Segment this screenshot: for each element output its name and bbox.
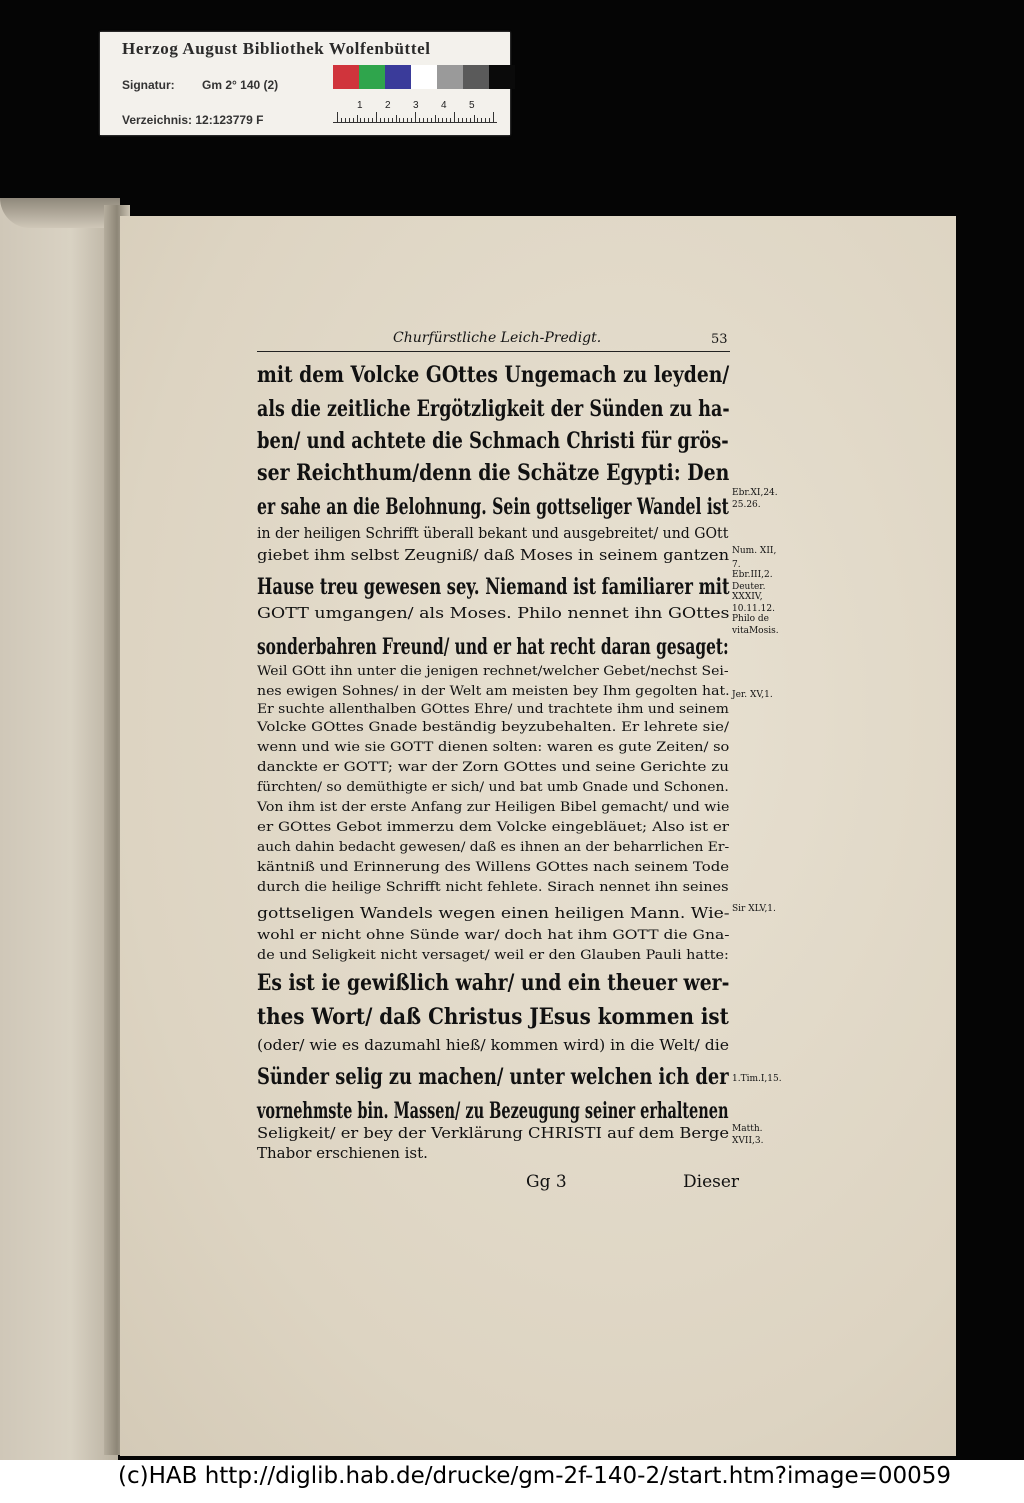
- ruler-tick: [357, 115, 358, 122]
- text-line: ser Reichthum/denn die Schätze Egypti: Den: [257, 460, 730, 486]
- ruler-tick: [349, 118, 350, 122]
- text-line: käntniß und Erinnerung des Willens GOttes nach seinem Tode: [257, 860, 730, 875]
- catchword: Dieser: [683, 1172, 740, 1192]
- text-line: ben/ und achtete die Schmach Christi für grös-: [257, 428, 729, 454]
- margin-note: XXXIV,: [732, 592, 763, 602]
- ruler-tick: [474, 115, 475, 122]
- running-head: Churfürstliche Leich-Predigt.: [393, 330, 602, 346]
- ruler-number: 5: [469, 100, 475, 111]
- verzeichnis: Verzeichnis: 12:123779 F: [122, 113, 264, 127]
- ruler-tick: [466, 118, 467, 122]
- text-line: wenn und wie sie GOTT dienen solten: waren es gute Zeiten/ so: [257, 740, 730, 755]
- margin-note: Jer. XV,1.: [732, 690, 773, 700]
- page-number: 53: [711, 332, 728, 347]
- text-line: als die zeitliche Ergötzligkeit der Sünden zu ha-: [257, 396, 730, 422]
- margin-note: Ebr.XI,24.: [732, 488, 778, 498]
- text-line: er GOttes Gebot immerzu dem Volcke eingebläuet; Also ist er: [257, 820, 730, 835]
- ruler-tick: [337, 112, 338, 122]
- ruler-number: 1: [357, 100, 363, 111]
- ruler-tick: [368, 118, 369, 122]
- margin-note: Num. XII,: [732, 546, 777, 556]
- footer-copyright-url: (c)HAB http://diglib.hab.de/drucke/gm-2f-140-2/start.htm?image=00059: [118, 1463, 952, 1489]
- text-line: wohl er nicht ohne Sünde war/ doch hat ihm GOTT die Gna-: [257, 928, 730, 943]
- margin-note: 10.11.12.: [732, 604, 775, 614]
- ruler-tick: [431, 118, 432, 122]
- text-line: Sünder selig zu machen/ unter welchen ich der: [257, 1064, 729, 1090]
- ruler-tick: [392, 118, 393, 122]
- margin-note: 25.26.: [732, 500, 761, 510]
- ruler-tick: [462, 118, 463, 122]
- ruler-tick: [438, 118, 439, 122]
- ruler-tick: [477, 118, 478, 122]
- text-line: sonderbahren Freund/ und er hat recht daran gesaget:: [257, 634, 729, 660]
- swatch-blue: [385, 65, 411, 89]
- scale-ruler: [333, 89, 497, 123]
- text-line: nes ewigen Sohnes/ in der Welt am meisten bey Ihm gegolten hat.: [257, 684, 730, 699]
- color-calibration-strip: [333, 65, 515, 89]
- ruler-tick: [435, 115, 436, 122]
- ruler-tick: [442, 118, 443, 122]
- ruler-tick: [489, 118, 490, 122]
- text-line: giebet ihm selbst Zeugniß/ daß Moses in seinem gantzen: [257, 546, 730, 564]
- text-line: mit dem Volcke GOttes Ungemach zu leyden/: [257, 362, 730, 388]
- text-line: Thabor erschienen ist.: [257, 1144, 428, 1162]
- catalog-label: [100, 32, 510, 135]
- margin-note: Sir XLV,1.: [732, 904, 776, 914]
- text-line: GOTT umgangen/ als Moses. Philo nennet ihn GOttes: [257, 604, 730, 622]
- ruler-tick: [380, 118, 381, 122]
- ruler-tick: [403, 118, 404, 122]
- ruler-tick: [450, 118, 451, 122]
- library-name: Herzog August Bibliothek Wolfenbüttel: [122, 39, 431, 58]
- text-line: Es ist ie gewißlich wahr/ und ein theuer wer-: [257, 970, 730, 996]
- text-line: thes Wort/ daß Christus JEsus kommen ist: [257, 1004, 729, 1030]
- ruler-tick: [376, 112, 377, 122]
- left-page-edge: [0, 198, 118, 1460]
- ruler-tick: [384, 118, 385, 122]
- ruler-tick: [493, 112, 494, 122]
- margin-note: Ebr.III,2.: [732, 570, 773, 580]
- text-line: Hause treu gewesen sey. Niemand ist familiarer mit: [257, 574, 730, 600]
- signatur-value: Gm 2° 140 (2): [202, 78, 279, 92]
- text-line: gottseligen Wandels wegen einen heiligen Mann. Wie-: [257, 904, 730, 922]
- ruler-tick: [345, 118, 346, 122]
- text-line: Volcke GOttes Gnade beständig beyzubehalten. Er lehrete sie/: [257, 720, 729, 735]
- margin-note: Deuter.: [732, 582, 766, 592]
- margin-note: Philo de: [732, 614, 769, 624]
- margin-note: XVII,3.: [732, 1136, 764, 1146]
- text-line: Weil GOtt ihn unter die jenigen rechnet/welcher Gebet/nechst Sei-: [257, 664, 729, 679]
- ruler-tick: [360, 118, 361, 122]
- ruler-tick: [388, 118, 389, 122]
- text-line: auch dahin bedacht gewesen/ daß es ihnen an der beharrlichen Er-: [257, 840, 730, 855]
- signatur-key: Signatur:: [122, 78, 175, 92]
- header-rule: [257, 351, 730, 352]
- ruler-tick: [419, 118, 420, 122]
- text-line: (oder/ wie es dazumahl hieß/ kommen wird) in die Welt/ die: [257, 1036, 729, 1054]
- ruler-tick: [407, 118, 408, 122]
- margin-note: 1.Tim.I,15.: [732, 1074, 782, 1084]
- left-page-curl: [0, 198, 120, 228]
- ruler-tick: [446, 118, 447, 122]
- text-line: fürchten/ so demüthigte er sich/ und bat umb Gnade und Schonen.: [257, 780, 729, 795]
- swatch-green: [359, 65, 385, 89]
- ruler-tick: [423, 118, 424, 122]
- text-line: Seligkeit/ er bey der Verklärung CHRISTI auf dem Berge: [257, 1124, 729, 1142]
- ruler-tick: [341, 118, 342, 122]
- ruler-tick: [454, 112, 455, 122]
- ruler-number: 4: [441, 100, 447, 111]
- margin-note: 7.: [732, 560, 741, 570]
- ruler-tick: [411, 118, 412, 122]
- swatch-white: [411, 65, 437, 89]
- ruler-tick: [396, 115, 397, 122]
- text-line: er sahe an die Belohnung. Sein gottseliger Wandel ist: [257, 494, 729, 520]
- text-line: Er suchte allenthalben GOttes Ehre/ und trachtete ihm und seinem: [257, 702, 729, 717]
- ruler-tick: [415, 112, 416, 122]
- text-line: vornehmste bin. Massen/ zu Bezeugung seiner erhaltenen: [257, 1098, 729, 1124]
- ruler-tick: [427, 118, 428, 122]
- ruler-tick: [353, 118, 354, 122]
- footer-bar: [0, 1460, 1024, 1503]
- swatch-black: [489, 65, 515, 89]
- text-line: danckte er GOTT; war der Zorn GOttes und seine Gerichte zu: [257, 760, 729, 775]
- show-through-text: [560, 1150, 780, 1190]
- ruler-tick: [372, 118, 373, 122]
- margin-note: vitaMosis.: [732, 626, 779, 636]
- ruler-tick: [364, 118, 365, 122]
- swatch-darkgray: [463, 65, 489, 89]
- text-line: in der heiligen Schrifft überall bekant und ausgebreitet/ und GOtt: [257, 524, 729, 542]
- ruler-tick: [481, 118, 482, 122]
- swatch-gray: [437, 65, 463, 89]
- ruler-tick: [458, 118, 459, 122]
- signature-mark: Gg 3: [526, 1172, 567, 1192]
- text-line: durch die heilige Schrifft nicht fehlete. Sirach nennet ihn seines: [257, 880, 729, 895]
- ruler-number: 3: [413, 100, 419, 111]
- ruler-number: 2: [385, 100, 391, 111]
- ruler-tick: [470, 118, 471, 122]
- margin-note: Matth.: [732, 1124, 763, 1134]
- text-line: de und Seligkeit nicht versaget/ weil er den Glauben Pauli hatte:: [257, 948, 729, 963]
- ruler-tick: [399, 118, 400, 122]
- text-line: Von ihm ist der erste Anfang zur Heiligen Bibel gemacht/ und wie: [257, 800, 730, 815]
- swatch-red: [333, 65, 359, 89]
- ruler-tick: [485, 118, 486, 122]
